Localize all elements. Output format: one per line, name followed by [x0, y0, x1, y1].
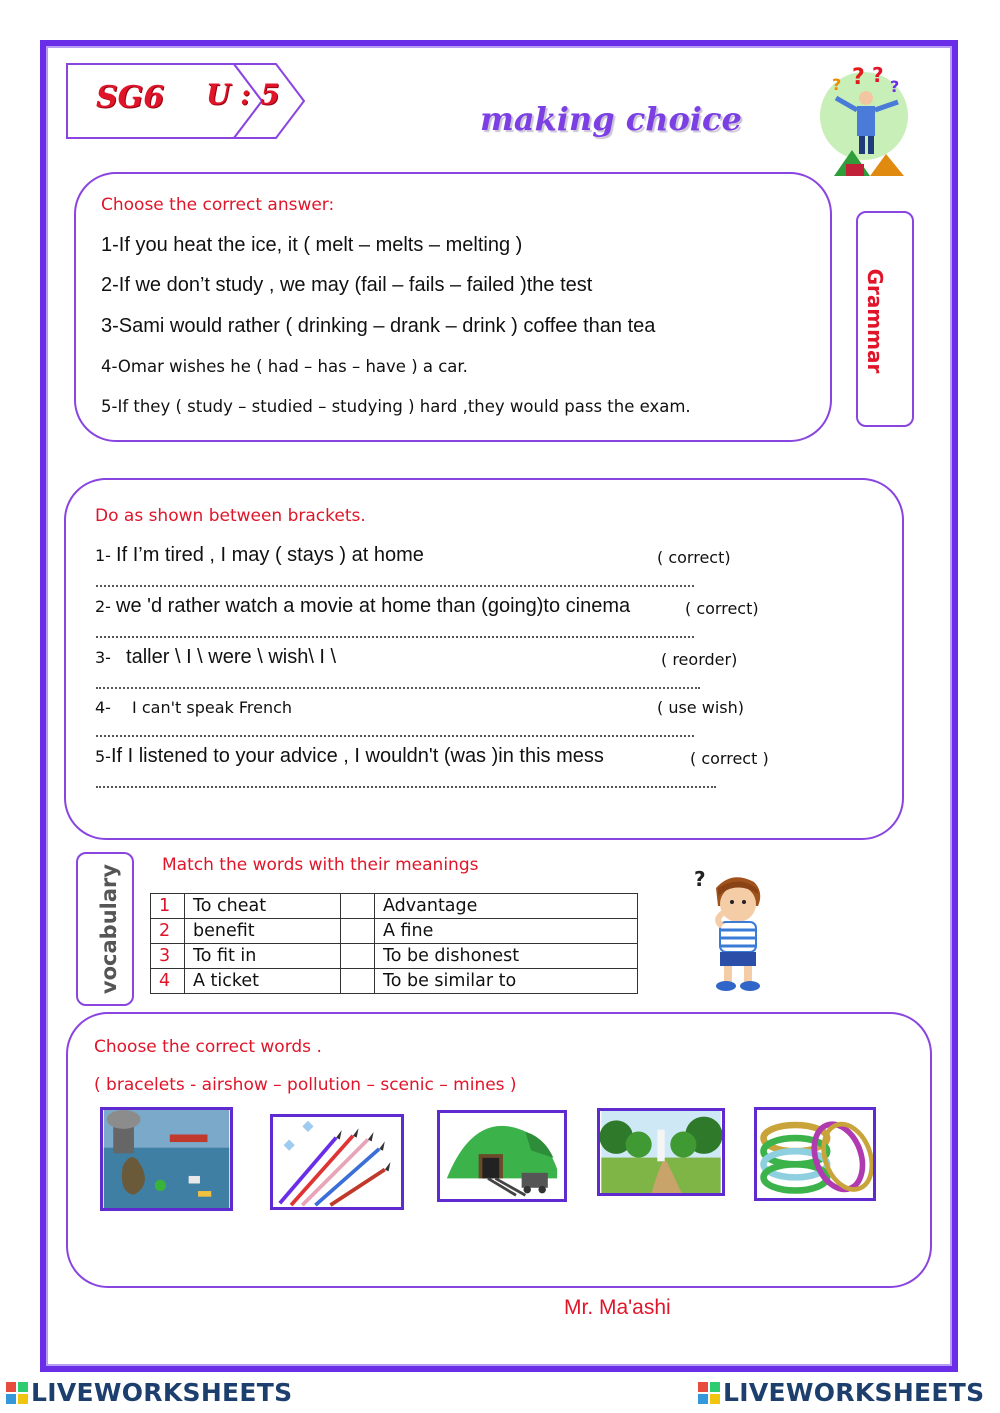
bracket-item-1-number: 1- [95, 546, 117, 565]
meaning-cell[interactable]: Advantage [375, 894, 638, 919]
svg-text:?: ? [694, 867, 706, 891]
bracket-item-1-note: ( correct) [657, 548, 731, 567]
row-number: 2 [151, 919, 185, 944]
table-row [151, 969, 638, 994]
brand-left [6, 1378, 292, 1407]
grammar-question-3[interactable]: 3-Sami would rather ( drinking – drank – drink ) coffee than tea [101, 315, 656, 337]
words-instruction: Choose the correct words . [94, 1037, 322, 1057]
scenic-image-icon [600, 1111, 722, 1193]
brackets-instruction: Do as shown between brackets. [95, 506, 366, 526]
word-cell[interactable]: To fit in [185, 944, 341, 969]
thinking-boy-icon [688, 866, 782, 994]
word-cell[interactable]: A ticket [185, 969, 341, 994]
word-bank: ( bracelets - airshow – pollution – scenic – mines ) [94, 1075, 517, 1095]
pollution-picture[interactable] [100, 1107, 233, 1211]
grammar-instruction: Choose the correct answer: [101, 195, 335, 215]
grammar-side-tag [856, 211, 914, 427]
row-number: 3 [151, 944, 185, 969]
airshow-picture[interactable] [270, 1114, 404, 1210]
bracket-item-5-number: 5- [95, 747, 111, 766]
unit-number: U : 5 [206, 78, 280, 111]
brand-text-left: LIVEWORKSHEETS [31, 1378, 293, 1407]
vocabulary-label: vocabulary [97, 863, 121, 995]
meaning-cell[interactable]: A fine [375, 919, 638, 944]
bracket-item-1 [95, 544, 424, 567]
brand-text-right: LIVEWORKSHEETS [723, 1378, 985, 1407]
meaning-cell[interactable]: To be similar to [375, 969, 638, 994]
grammar-question-2[interactable]: 2-If we don’t study , we may (fail – fails – failed )the test [101, 274, 593, 296]
bracelets-image-icon [757, 1110, 873, 1198]
answer-line-3[interactable] [96, 687, 700, 689]
bracket-item-5-text: If I listened to your advice , I wouldn't (was )in this mess [110, 745, 604, 767]
mine-picture[interactable] [437, 1110, 567, 1202]
vocabulary-side-tag [76, 852, 134, 1006]
svg-text:?: ? [872, 63, 884, 87]
table-row [151, 944, 638, 969]
bracket-item-4-note: ( use wish) [657, 698, 744, 717]
answer-line-1[interactable] [96, 585, 694, 587]
grammar-question-5[interactable]: 5-If they ( study – studied – studying ) hard ,they would pass the exam. [101, 397, 691, 416]
bracelets-picture[interactable] [754, 1107, 876, 1201]
table-row [151, 919, 638, 944]
class-code: SG6 [96, 80, 165, 115]
bracket-item-1-text: If I’m tired , I may ( stays ) at home [116, 544, 424, 566]
pollution-image-icon [103, 1110, 230, 1208]
answer-line-2[interactable] [96, 636, 694, 638]
word-cell[interactable]: To cheat [185, 894, 341, 919]
grammar-label: Grammar [863, 268, 887, 374]
bracket-item-5-note: ( correct ) [690, 749, 769, 768]
svg-text:?: ? [832, 75, 842, 94]
bracket-item-2-note: ( correct) [685, 599, 759, 618]
answer-cell[interactable] [341, 944, 375, 969]
row-number: 1 [151, 894, 185, 919]
bracket-item-3 [95, 646, 336, 669]
svg-text:?: ? [852, 65, 865, 90]
bracket-item-4-number: 4- [95, 698, 117, 717]
grammar-question-4[interactable]: 4-Omar wishes he ( had – has – have ) a car. [101, 357, 468, 376]
liveworksheets-logo-icon [6, 1382, 28, 1404]
page-title: making choice [480, 100, 742, 138]
bracket-item-5 [95, 745, 604, 768]
brand-right [698, 1378, 984, 1407]
table-row [151, 894, 638, 919]
mine-image-icon [440, 1113, 564, 1199]
scenic-picture[interactable] [597, 1108, 725, 1196]
answer-line-5[interactable] [96, 786, 716, 788]
svg-text:?: ? [890, 77, 900, 96]
answer-line-4[interactable] [96, 735, 694, 737]
author-name: Mr. Ma'ashi [564, 1296, 671, 1319]
bracket-item-3-number: 3- [95, 648, 117, 667]
matching-table [150, 893, 638, 994]
liveworksheets-logo-icon [698, 1382, 720, 1404]
vocabulary-instruction: Match the words with their meanings [162, 855, 479, 875]
answer-cell[interactable] [341, 919, 375, 944]
meaning-cell[interactable]: To be dishonest [375, 944, 638, 969]
bracket-item-4 [95, 698, 292, 717]
bracket-item-2-text: we 'd rather watch a movie at home than (going)to cinema [116, 595, 631, 617]
answer-cell[interactable] [341, 894, 375, 919]
grammar-question-1[interactable]: 1-If you heat the ice, it ( melt – melts – melting ) [101, 234, 523, 256]
bracket-item-2-number: 2- [95, 597, 117, 616]
bracket-item-3-text: taller \ I \ were \ wish\ I \ [126, 646, 337, 668]
bracket-item-4-text: I can't speak French [132, 698, 293, 717]
airshow-image-icon [273, 1117, 401, 1207]
row-number: 4 [151, 969, 185, 994]
thinking-man-icon [812, 60, 924, 180]
word-cell[interactable]: benefit [185, 919, 341, 944]
answer-cell[interactable] [341, 969, 375, 994]
bracket-item-2 [95, 595, 630, 618]
bracket-item-3-note: ( reorder) [661, 650, 738, 669]
